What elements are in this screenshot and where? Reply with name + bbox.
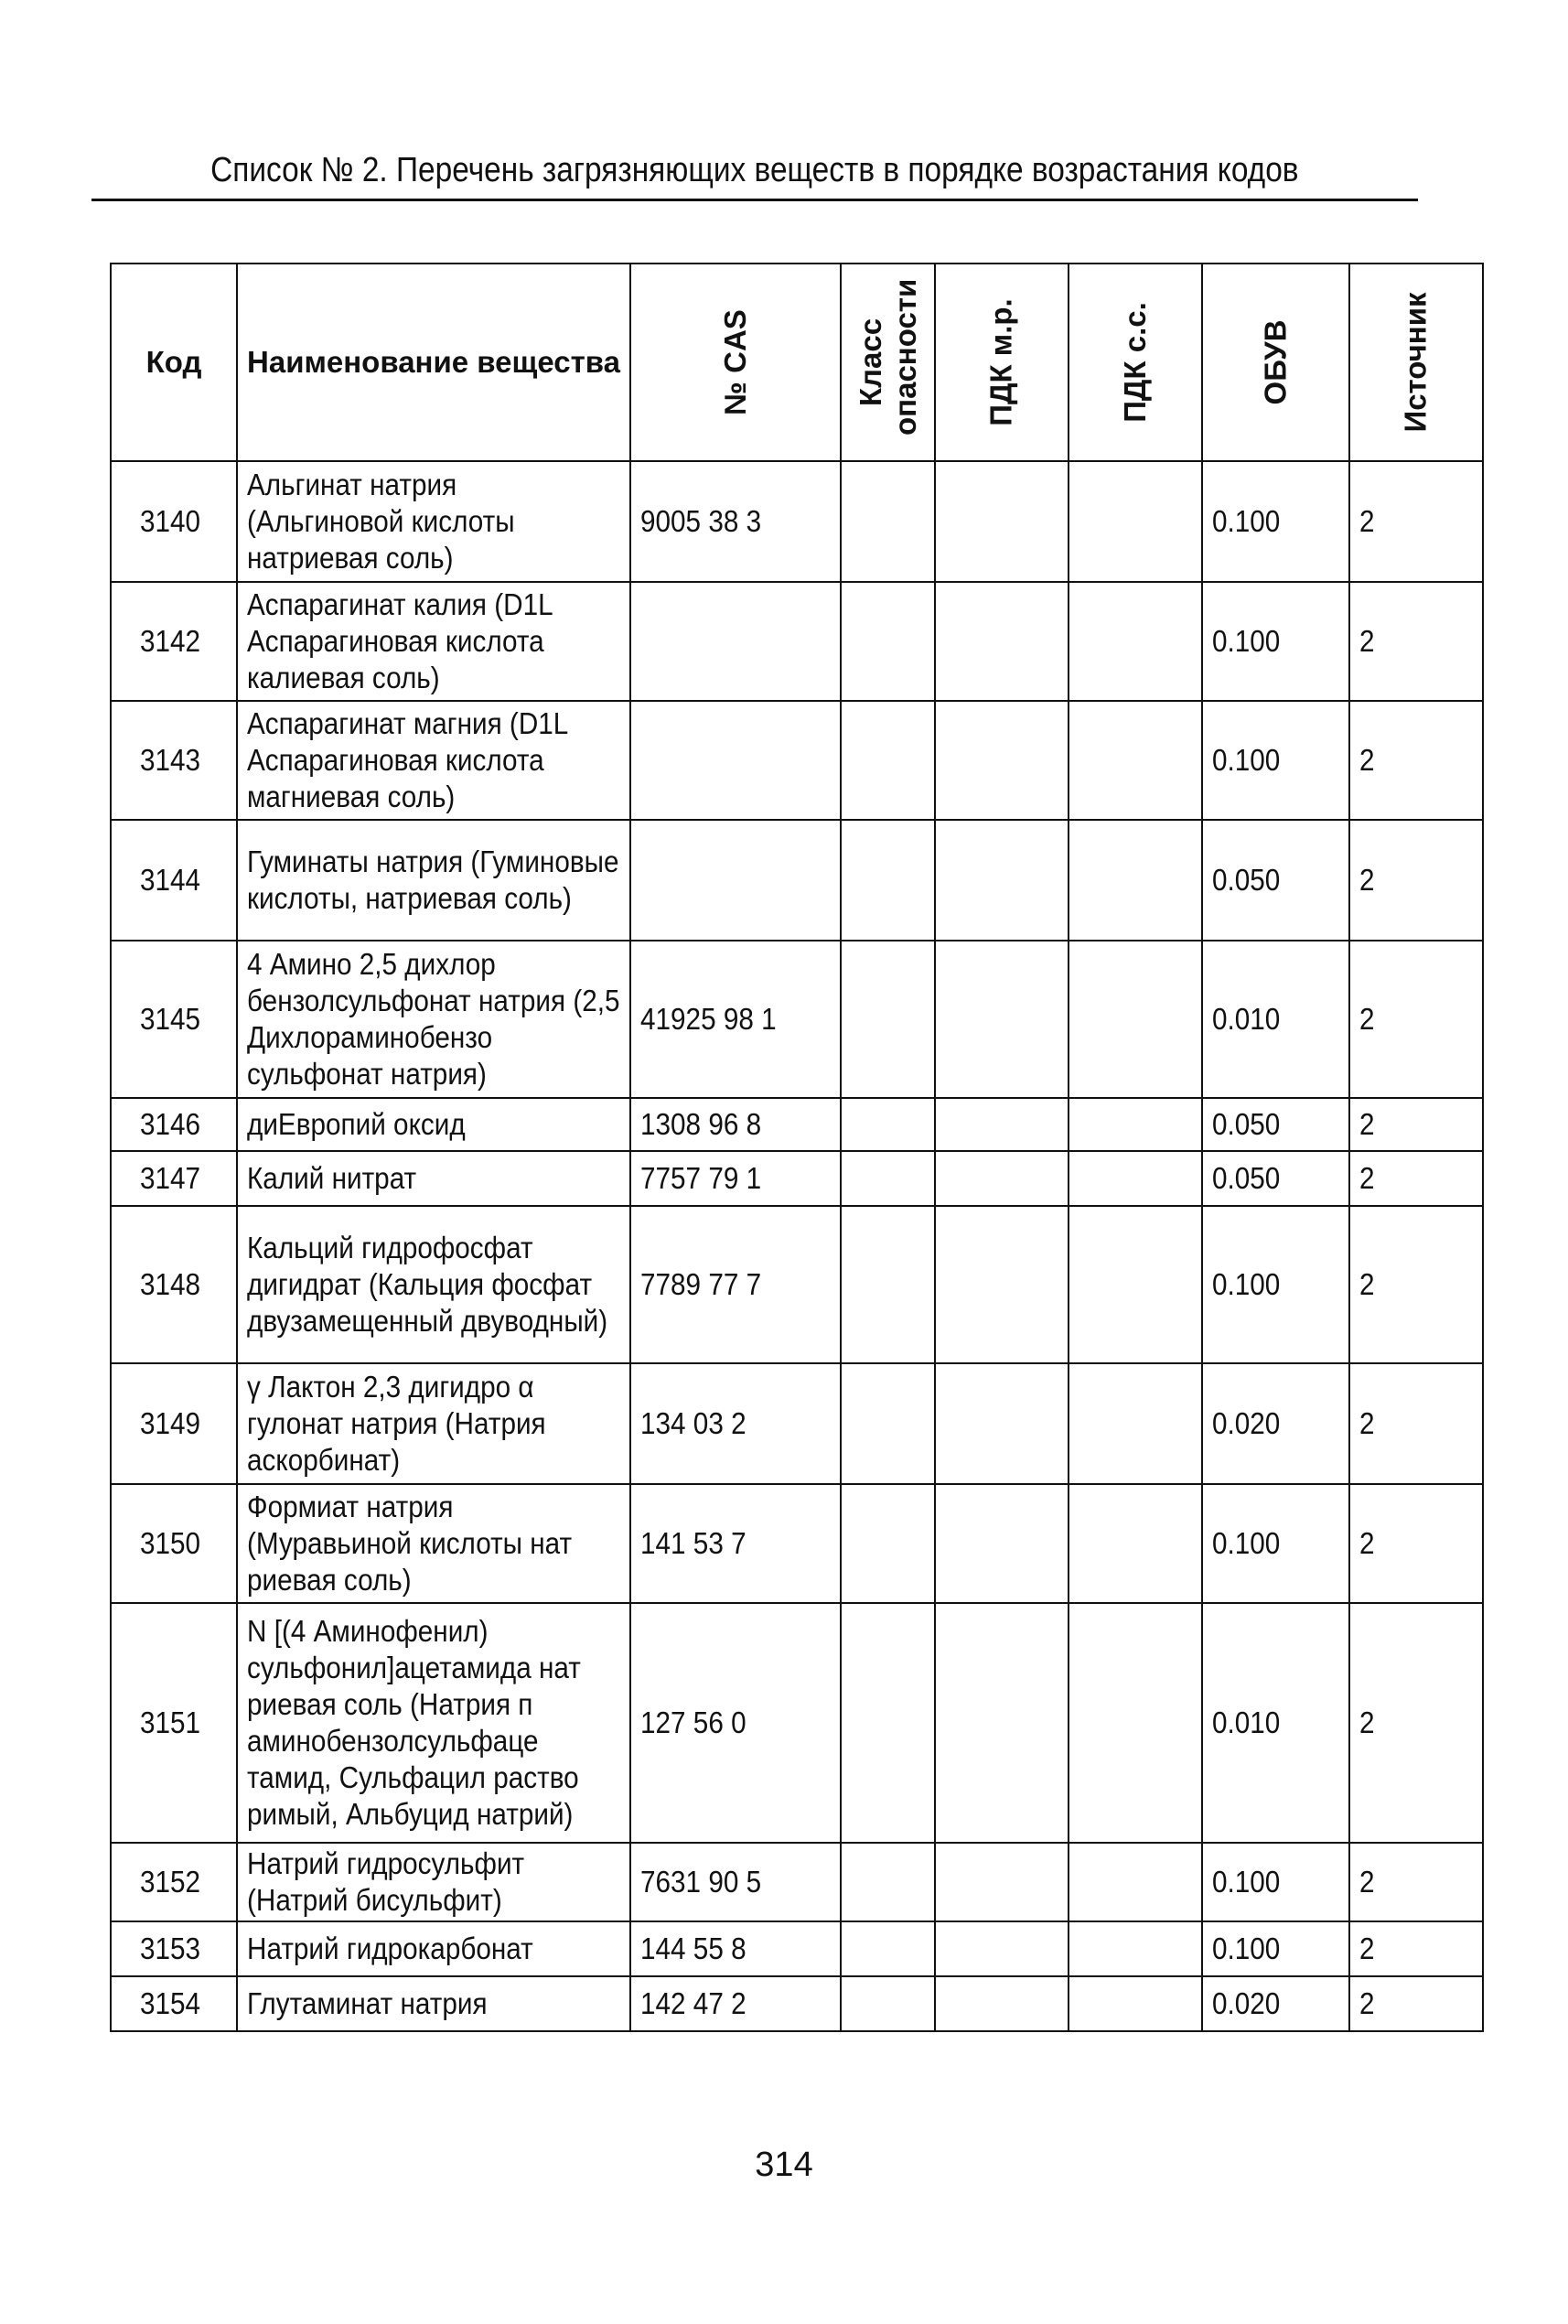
cell-cas: [630, 582, 841, 701]
cell-source: [1349, 941, 1483, 1098]
cell-cas-text: 1308 96 8: [640, 1107, 762, 1141]
cell-code-text: 3145: [140, 1002, 201, 1036]
cell-hazard-class: [841, 701, 935, 820]
cell-code-text: 3140: [140, 504, 201, 538]
cell-obuv: [1202, 1363, 1349, 1484]
cell-name-text: N [(4 Аминофенил) сульфонил]ацетамида нат риевая соль (Натрия п аминобензолсульфаце тамид, Сульфацил раство римый, Альбуцид натрий): [247, 1614, 581, 1831]
table-row: [111, 1976, 1483, 2031]
cell-obuv-text: 0.010: [1212, 1705, 1281, 1739]
cell-pdk-mr: [935, 820, 1069, 941]
cell-obuv: [1202, 1603, 1349, 1843]
table-row: [111, 820, 1483, 941]
cell-obuv-text: 0.100: [1212, 504, 1281, 538]
cell-obuv: [1202, 1098, 1349, 1151]
cell-cas-text: 41925 98 1: [640, 1002, 777, 1036]
column-header-pdk-mr: [935, 264, 1069, 461]
cell-name-text: Гуминаты натрия (Гуминовые кислоты, натриевая соль): [247, 845, 619, 915]
cell-source-text: 2: [1359, 1986, 1375, 2020]
cell-cas: [630, 1603, 841, 1843]
cell-source: [1349, 1976, 1483, 2031]
cell-source: [1349, 461, 1483, 582]
cell-name-text: Калий нитрат: [247, 1161, 417, 1195]
cell-cas: [630, 941, 841, 1098]
cell-obuv: [1202, 941, 1349, 1098]
column-header-pdk-ss-label: ПДК с.с.: [1118, 302, 1152, 423]
cell-obuv-text: 0.050: [1212, 863, 1281, 897]
cell-cas: [630, 1921, 841, 1976]
cell-source: [1349, 1843, 1483, 1921]
table-row: [111, 1603, 1483, 1843]
cell-hazard-class: [841, 820, 935, 941]
cell-code: [111, 1206, 237, 1363]
cell-name: [237, 461, 630, 582]
cell-pdk-mr: [935, 1921, 1069, 1976]
cell-source-text: 2: [1359, 1406, 1375, 1440]
cell-name-text: 4 Амино 2,5 дихлор бензолсульфонат натрия (2,5 Дихлораминобензо сульфонат натрия): [247, 947, 620, 1091]
cell-pdk-mr: [935, 1206, 1069, 1363]
cell-obuv-text: 0.100: [1212, 743, 1281, 777]
cell-cas-text: 7789 77 7: [640, 1267, 762, 1301]
table-row: [111, 941, 1483, 1098]
cell-source: [1349, 1098, 1483, 1151]
cell-cas-text: 141 53 7: [640, 1526, 746, 1560]
cell-cas: [630, 701, 841, 820]
cell-name: [237, 1151, 630, 1206]
cell-source-text: 2: [1359, 1161, 1375, 1195]
cell-cas: [630, 1976, 841, 2031]
cell-pdk-ss: [1069, 1363, 1202, 1484]
cell-obuv-text: 0.100: [1212, 1865, 1281, 1899]
cell-hazard-class: [841, 582, 935, 701]
cell-obuv-text: 0.010: [1212, 1002, 1281, 1036]
cell-name-text: Натрий гидросульфит (Натрий бисульфит): [247, 1846, 525, 1917]
table-row: [111, 582, 1483, 701]
cell-obuv-text: 0.020: [1212, 1986, 1281, 2020]
cell-hazard-class: [841, 1843, 935, 1921]
cell-cas: [630, 1098, 841, 1151]
cell-obuv-text: 0.020: [1212, 1406, 1281, 1440]
cell-name: [237, 701, 630, 820]
cell-name-text: диЕвропий оксид: [247, 1107, 466, 1141]
cell-name-text: γ Лактон 2,3 дигидро α гулонат натрия (Натрия аскорбинат): [247, 1370, 546, 1477]
cell-code: [111, 1976, 237, 2031]
cell-name-text: Формиат натрия (Муравьиной кислоты нат риевая соль): [247, 1490, 573, 1597]
cell-pdk-mr: [935, 1151, 1069, 1206]
cell-code-text: 3144: [140, 863, 201, 897]
cell-name: [237, 1098, 630, 1151]
cell-obuv: [1202, 1921, 1349, 1976]
column-header-obuv-label: ОБУВ: [1258, 319, 1293, 405]
cell-hazard-class: [841, 941, 935, 1098]
cell-hazard-class: [841, 1363, 935, 1484]
cell-code: [111, 820, 237, 941]
cell-name: [237, 1921, 630, 1976]
cell-cas: [630, 820, 841, 941]
cell-obuv-text: 0.050: [1212, 1161, 1281, 1195]
cell-obuv-text: 0.100: [1212, 1526, 1281, 1560]
cell-cas: [630, 1843, 841, 1921]
cell-cas-text: 7757 79 1: [640, 1161, 762, 1195]
cell-code-text: 3154: [140, 1986, 201, 2020]
cell-hazard-class: [841, 1484, 935, 1603]
cell-obuv: [1202, 461, 1349, 582]
cell-cas-text: 9005 38 3: [640, 504, 762, 538]
cell-obuv: [1202, 1484, 1349, 1603]
cell-cas: [630, 1484, 841, 1603]
page-header: [91, 145, 1418, 201]
cell-pdk-ss: [1069, 1484, 1202, 1603]
cell-name: [237, 941, 630, 1098]
cell-hazard-class: [841, 1098, 935, 1151]
cell-obuv: [1202, 582, 1349, 701]
cell-pdk-ss: [1069, 1151, 1202, 1206]
cell-name: [237, 1363, 630, 1484]
cell-pdk-mr: [935, 582, 1069, 701]
cell-cas: [630, 1151, 841, 1206]
column-header-source: [1349, 264, 1483, 461]
table-row: [111, 1098, 1483, 1151]
cell-code: [111, 1484, 237, 1603]
column-header-code: [111, 264, 237, 461]
cell-pdk-ss: [1069, 582, 1202, 701]
cell-name-text: Альгинат натрия (Альгиновой кислоты натриевая соль): [247, 468, 515, 575]
cell-pdk-ss: [1069, 461, 1202, 582]
cell-code: [111, 1098, 237, 1151]
cell-cas: [630, 1363, 841, 1484]
cell-code-text: 3147: [140, 1161, 201, 1195]
cell-pdk-ss: [1069, 701, 1202, 820]
cell-name-text: Натрий гидрокарбонат: [247, 1931, 533, 1965]
cell-obuv: [1202, 701, 1349, 820]
cell-obuv-text: 0.100: [1212, 1931, 1281, 1965]
cell-pdk-mr: [935, 701, 1069, 820]
cell-code-text: 3148: [140, 1267, 201, 1301]
cell-source-text: 2: [1359, 743, 1375, 777]
cell-source: [1349, 1603, 1483, 1843]
cell-code-text: 3151: [140, 1705, 201, 1739]
table-row: [111, 1206, 1483, 1363]
cell-obuv: [1202, 1843, 1349, 1921]
column-header-pdk-ss: [1069, 264, 1202, 461]
cell-code-text: 3152: [140, 1865, 201, 1899]
cell-name: [237, 1843, 630, 1921]
column-header-name-label: Наименование вещества: [247, 345, 620, 379]
cell-code: [111, 941, 237, 1098]
cell-source-text: 2: [1359, 1705, 1375, 1739]
table-row: [111, 1363, 1483, 1484]
page-title: Список № 2. Перечень загрязняющих веществ в порядке возрастания кодов: [210, 151, 1299, 189]
cell-pdk-ss: [1069, 1206, 1202, 1363]
cell-pdk-ss: [1069, 1976, 1202, 2031]
cell-name: [237, 820, 630, 941]
cell-obuv-text: 0.100: [1212, 624, 1281, 658]
column-header-code-label: Код: [145, 345, 202, 379]
cell-cas: [630, 1206, 841, 1363]
cell-code-text: 3146: [140, 1107, 201, 1141]
cell-name-text: Аспарагинат калия (D1L Аспарагиновая кислота калиевая соль): [247, 587, 553, 694]
cell-cas-text: 142 47 2: [640, 1986, 746, 2020]
cell-code: [111, 461, 237, 582]
table-row: [111, 701, 1483, 820]
cell-pdk-mr: [935, 1976, 1069, 2031]
cell-code: [111, 1603, 237, 1843]
cell-source-text: 2: [1359, 1267, 1375, 1301]
cell-cas-text: 134 03 2: [640, 1406, 746, 1440]
cell-cas-text: 7631 90 5: [640, 1865, 762, 1899]
column-header-name: [237, 264, 630, 461]
cell-source: [1349, 582, 1483, 701]
cell-source: [1349, 820, 1483, 941]
column-header-hazard-class: [841, 264, 935, 461]
cell-pdk-ss: [1069, 1098, 1202, 1151]
cell-obuv-text: 0.100: [1212, 1267, 1281, 1301]
column-header-obuv: [1202, 264, 1349, 461]
cell-pdk-mr: [935, 1098, 1069, 1151]
cell-code-text: 3153: [140, 1931, 201, 1965]
cell-hazard-class: [841, 1206, 935, 1363]
page-number: 314: [755, 2146, 813, 2184]
cell-pdk-ss: [1069, 1603, 1202, 1843]
cell-source: [1349, 1921, 1483, 1976]
cell-code-text: 3143: [140, 743, 201, 777]
cell-source-text: 2: [1359, 863, 1375, 897]
cell-code: [111, 1151, 237, 1206]
cell-pdk-mr: [935, 1843, 1069, 1921]
cell-hazard-class: [841, 1921, 935, 1976]
cell-name: [237, 1484, 630, 1603]
cell-name-text: Глутаминат натрия: [247, 1986, 488, 2020]
cell-hazard-class: [841, 461, 935, 582]
cell-pdk-mr: [935, 1484, 1069, 1603]
cell-source-text: 2: [1359, 1865, 1375, 1899]
cell-name: [237, 582, 630, 701]
table-row: [111, 1151, 1483, 1206]
cell-obuv: [1202, 1976, 1349, 2031]
cell-source-text: 2: [1359, 1002, 1375, 1036]
cell-source: [1349, 1206, 1483, 1363]
cell-source-text: 2: [1359, 624, 1375, 658]
cell-hazard-class: [841, 1976, 935, 2031]
cell-cas-text: 127 56 0: [640, 1705, 746, 1739]
cell-name-text: Кальций гидрофосфат дигидрат (Кальция фосфат двузамещенный двуводный): [247, 1231, 608, 1338]
table-body: [111, 461, 1483, 2031]
cell-pdk-ss: [1069, 1843, 1202, 1921]
cell-obuv: [1202, 820, 1349, 941]
column-header-pdk-mr-label: ПДК м.р.: [983, 298, 1018, 426]
cell-obuv: [1202, 1206, 1349, 1363]
cell-cas: [630, 461, 841, 582]
table-header-row: [111, 264, 1483, 461]
cell-name-text: Аспарагинат магния (D1L Аспарагиновая кислота магниевая соль): [247, 706, 568, 813]
column-header-cas-label: № CAS: [717, 309, 752, 415]
cell-obuv-text: 0.050: [1212, 1107, 1281, 1141]
cell-code-text: 3149: [140, 1406, 201, 1440]
cell-code: [111, 582, 237, 701]
cell-cas-text: 144 55 8: [640, 1931, 746, 1965]
cell-pdk-mr: [935, 941, 1069, 1098]
cell-source-text: 2: [1359, 1107, 1375, 1141]
cell-pdk-ss: [1069, 1921, 1202, 1976]
cell-code-text: 3150: [140, 1526, 201, 1560]
cell-code: [111, 1921, 237, 1976]
cell-source-text: 2: [1359, 504, 1375, 538]
cell-code: [111, 1843, 237, 1921]
cell-source: [1349, 1151, 1483, 1206]
table-row: [111, 1484, 1483, 1603]
cell-code-text: 3142: [140, 624, 201, 658]
cell-pdk-ss: [1069, 820, 1202, 941]
table-row: [111, 1921, 1483, 1976]
column-header-cas: [630, 264, 841, 461]
cell-pdk-mr: [935, 1363, 1069, 1484]
table-row: [111, 461, 1483, 582]
column-header-hazard-class-label: Класс опасности: [853, 278, 922, 436]
cell-obuv: [1202, 1151, 1349, 1206]
cell-source: [1349, 1363, 1483, 1484]
cell-code: [111, 701, 237, 820]
cell-source-text: 2: [1359, 1526, 1375, 1560]
cell-code: [111, 1363, 237, 1484]
cell-pdk-mr: [935, 1603, 1069, 1843]
cell-pdk-mr: [935, 461, 1069, 582]
cell-name: [237, 1603, 630, 1843]
cell-pdk-ss: [1069, 941, 1202, 1098]
table-row: [111, 1843, 1483, 1921]
cell-hazard-class: [841, 1603, 935, 1843]
cell-hazard-class: [841, 1151, 935, 1206]
cell-name: [237, 1976, 630, 2031]
cell-source: [1349, 701, 1483, 820]
column-header-source-label: Источник: [1399, 292, 1433, 433]
substances-table: [110, 263, 1484, 2032]
cell-name: [237, 1206, 630, 1363]
cell-source-text: 2: [1359, 1931, 1375, 1965]
cell-source: [1349, 1484, 1483, 1603]
